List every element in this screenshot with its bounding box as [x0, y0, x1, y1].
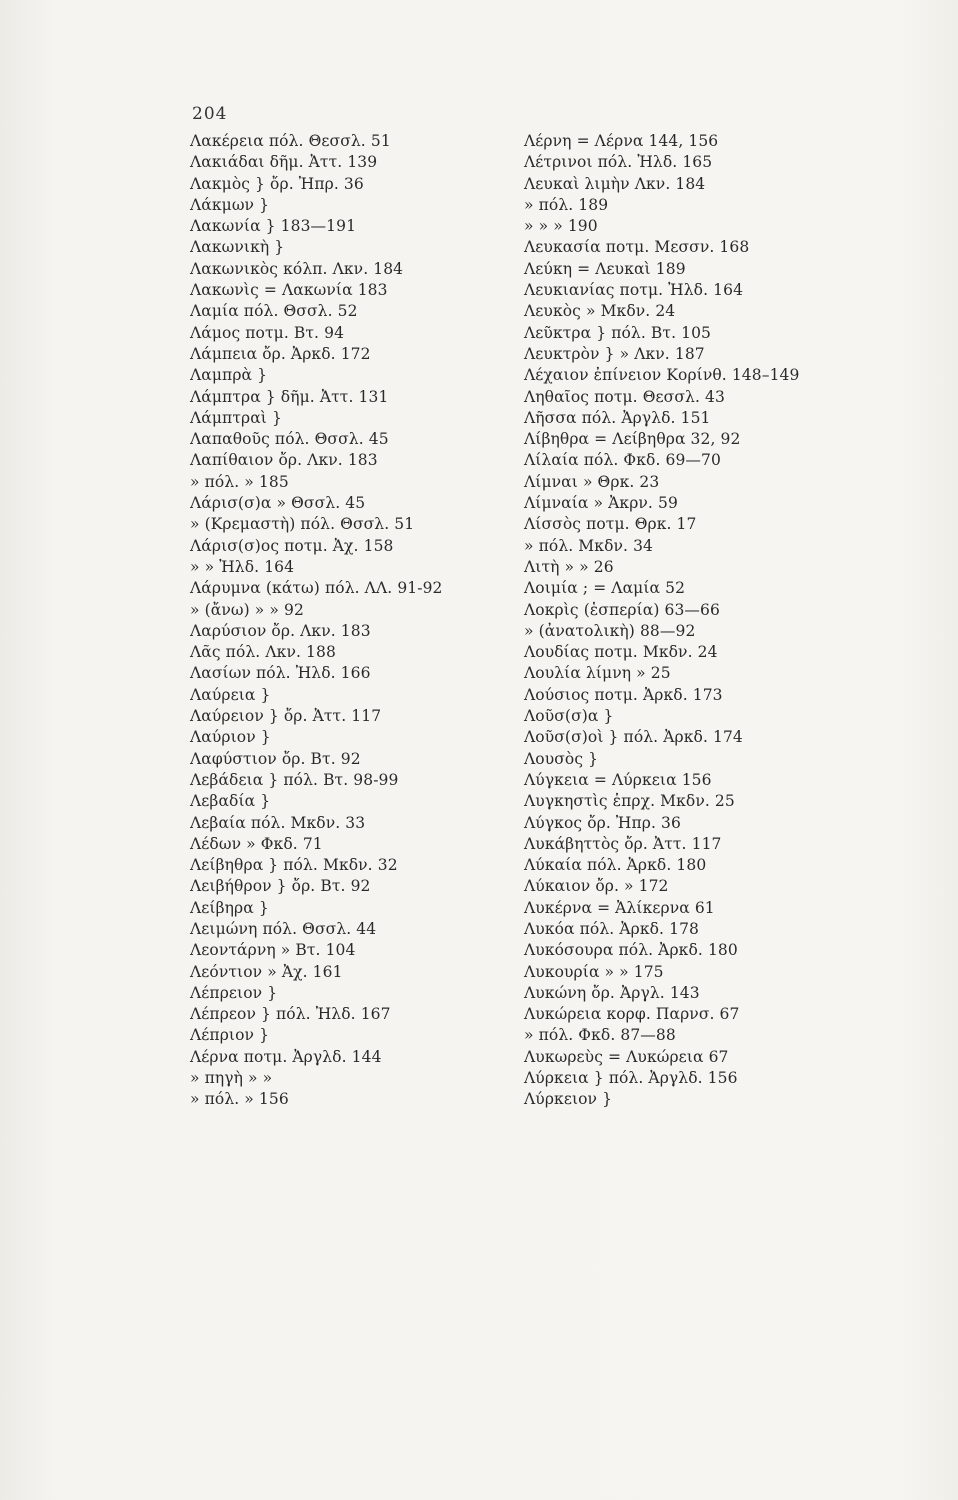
index-entry: Λευκιανίας ποτμ. Ἠλδ. 164	[524, 281, 744, 300]
index-entry: Λέτρινοι πόλ. Ἠλδ. 165	[524, 153, 713, 172]
index-entry: Λέδων » Φκδ. 71	[190, 834, 323, 853]
index-entry: Λουσὸς }	[524, 749, 599, 768]
index-entry: Λέχαιον ἐπίνειον Κορίνθ. 148–149	[524, 366, 800, 385]
index-entry: Λαύρειον } ὄρ. Ἀττ. 117	[190, 707, 382, 726]
index-entry: Λεβάδεια } πόλ. Βτ. 98-99	[190, 770, 399, 789]
index-entry: Λακμὸς } ὄρ. Ἠπρ. 36	[190, 174, 364, 193]
index-entry: Λαύρεια }	[190, 685, 271, 704]
index-entry: Λαπίθαιον ὄρ. Λκν. 183	[190, 451, 378, 470]
index-entry: Λειμώνη πόλ. Θσσλ. 44	[190, 919, 377, 938]
index-entry: » πόλ. » 185	[190, 472, 289, 491]
index-entry: Λυγκηστὶς ἐπρχ. Μκδν. 25	[524, 792, 735, 811]
index-entry: Λάρυμνα (κάτω) πόλ. ΛΛ. 91-92	[190, 579, 443, 598]
index-entry: Λυκέρνα = Ἀλίκερνα 61	[524, 898, 715, 917]
index-entry: Λιτὴ » » 26	[524, 557, 614, 576]
index-entry: » πόλ. Μκδν. 34	[524, 536, 653, 555]
index-column-left	[190, 131, 520, 1111]
index-entry: Λεύκη = Λευκαὶ 189	[524, 259, 686, 278]
index-entry: Ληθαῖος ποτμ. Θεσσλ. 43	[524, 387, 725, 406]
index-entry: Λᾶς πόλ. Λκν. 188	[190, 643, 336, 662]
index-entry: » πηγὴ » »	[190, 1069, 273, 1088]
page-number: 204	[192, 104, 228, 124]
index-entry: Λάρισ(σ)ος ποτμ. Ἀχ. 158	[190, 536, 394, 555]
index-entry: Λευκτρὸν } » Λκν. 187	[524, 344, 705, 363]
index-entry: Λύκαία πόλ. Ἀρκδ. 180	[524, 856, 707, 875]
index-entry: Λύρκειον }	[524, 1090, 613, 1109]
index-entry: Λακωνικὴ }	[190, 238, 285, 257]
index-entry: Λείβηρα }	[190, 898, 269, 917]
index-entry: Λοιμία ; = Λαμία 52	[524, 579, 686, 598]
index-entry: Λευκὸς » Μκδν. 24	[524, 302, 676, 321]
index-entry: Λυκόα πόλ. Ἀρκδ. 178	[524, 919, 699, 938]
index-entry: Λέπρειον }	[190, 983, 278, 1002]
index-entry: Λάμπεια ὄρ. Ἀρκδ. 172	[190, 344, 371, 363]
index-entry: » » Ἠλδ. 164	[190, 557, 295, 576]
index-entry: Λοῦσ(σ)οὶ } πόλ. Ἀρκδ. 174	[524, 728, 743, 747]
index-entry: » πόλ. Φκδ. 87—88	[524, 1026, 676, 1045]
index-entry: Λεοντάρνη » Βτ. 104	[190, 941, 356, 960]
index-entry: Λουλία λίμνη » 25	[524, 664, 671, 683]
index-entry: Λαφύστιον ὄρ. Βτ. 92	[190, 749, 361, 768]
index-entry: Λίμναία » Ἀκρν. 59	[524, 494, 678, 513]
index-entry: Λυκωρεὺς = Λυκώρεια 67	[524, 1047, 729, 1066]
index-entry: Λαύριον }	[190, 728, 271, 747]
index-entry: Λεῦκτρα } πόλ. Βτ. 105	[524, 323, 712, 342]
index-entry: Λάμος ποτμ. Βτ. 94	[190, 323, 345, 342]
index-entry: » πόλ. 189	[524, 195, 609, 214]
index-entry: Λακωνία } 183—191	[190, 217, 357, 236]
index-entry: Λύρκεια } πόλ. Ἀργλδ. 156	[524, 1069, 738, 1088]
index-entry: Λειβήθρον } ὄρ. Βτ. 92	[190, 877, 371, 896]
index-entry: Λυκουρία » » 175	[524, 962, 664, 981]
index-entry: Λάρισ(σ)α » Θσσλ. 45	[190, 494, 366, 513]
index-entry: Λυκάβηττὸς ὄρ. Ἀττ. 117	[524, 834, 722, 853]
index-entry: Λουδίας ποτμ. Μκδν. 24	[524, 643, 718, 662]
index-entry: Λυκώρεια κορφ. Παρνσ. 67	[524, 1005, 740, 1024]
index-entry: Λείβηθρα } πόλ. Μκδν. 32	[190, 856, 398, 875]
index-entry: » » » 190	[524, 217, 598, 236]
index-entry: Λευκαὶ λιμὴν Λκν. 184	[524, 174, 706, 193]
index-entry: Λίσσὸς ποτμ. Θρκ. 17	[524, 515, 697, 534]
index-entry: Λάκμων }	[190, 195, 270, 214]
index-entry: Λυκώνη ὄρ. Ἀργλ. 143	[524, 983, 700, 1002]
index-entry: Λεβαία πόλ. Μκδν. 33	[190, 813, 366, 832]
index-entry: Λαμία πόλ. Θσσλ. 52	[190, 302, 358, 321]
index-entry: Λακωνὶς = Λακωνία 183	[190, 281, 388, 300]
index-entry: Λέπριον }	[190, 1026, 270, 1045]
index-entry: » (ἀνατολικὴ) 88—92	[524, 621, 696, 640]
index-entry: Λασίων πόλ. Ἠλδ. 166	[190, 664, 371, 683]
index-entry: Λαρύσιον ὄρ. Λκν. 183	[190, 621, 371, 640]
index-entry: Λαμπρὰ }	[190, 366, 268, 385]
index-entry: Λεβαδία }	[190, 792, 271, 811]
index-entry: Λέρνη = Λέρνα 144, 156	[524, 132, 719, 150]
index-entry: Λακιάδαι δῆμ. Ἀττ. 139	[190, 153, 378, 172]
index-entry: Λακέρεια πόλ. Θεσσλ. 51	[190, 132, 391, 150]
index-entry: Λίβηθρα = Λείβηθρα 32, 92	[524, 430, 741, 449]
index-entry: Λέπρεον } πόλ. Ἠλδ. 167	[190, 1005, 391, 1024]
index-entry: Λαπαθοῦς πόλ. Θσσλ. 45	[190, 430, 389, 449]
index-column-right	[524, 131, 854, 1111]
index-entry: Λάμπτρα } δῆμ. Ἀττ. 131	[190, 387, 389, 406]
index-entry: Λῆσσα πόλ. Ἀργλδ. 151	[524, 408, 711, 427]
index-entry: » (ἄνω) » » 92	[190, 600, 304, 619]
index-entry: Λάμπτραὶ }	[190, 408, 282, 427]
index-entry: Λευκασία ποτμ. Μεσσν. 168	[524, 238, 750, 257]
index-entry: Λυκόσουρα πόλ. Ἀρκδ. 180	[524, 941, 738, 960]
index-entry: » (Κρεμαστὴ) πόλ. Θσσλ. 51	[190, 515, 415, 534]
index-entry: Λοκρὶς (ἑσπερία) 63—66	[524, 600, 720, 619]
index-entry: Λύγκος ὄρ. Ἠπρ. 36	[524, 813, 681, 832]
index-entry: Λακωνικὸς κόλπ. Λκν. 184	[190, 259, 404, 278]
index-entry: Λεόντιον » Ἀχ. 161	[190, 962, 343, 981]
index-entry: Λέρνα ποτμ. Ἀργλδ. 144	[190, 1047, 382, 1066]
index-entry: Λύκαιον ὄρ. » 172	[524, 877, 669, 896]
index-entry: Λούσιος ποτμ. Ἀρκδ. 173	[524, 685, 723, 704]
index-entry: Λίλαία πόλ. Φκδ. 69—70	[524, 451, 721, 470]
index-entry: Λίμναι » Θρκ. 23	[524, 472, 660, 491]
index-entry: Λύγκεια = Λύρκεια 156	[524, 770, 712, 789]
index-entry: » πόλ. » 156	[190, 1090, 289, 1109]
index-entry: Λοῦσ(σ)α }	[524, 707, 614, 726]
